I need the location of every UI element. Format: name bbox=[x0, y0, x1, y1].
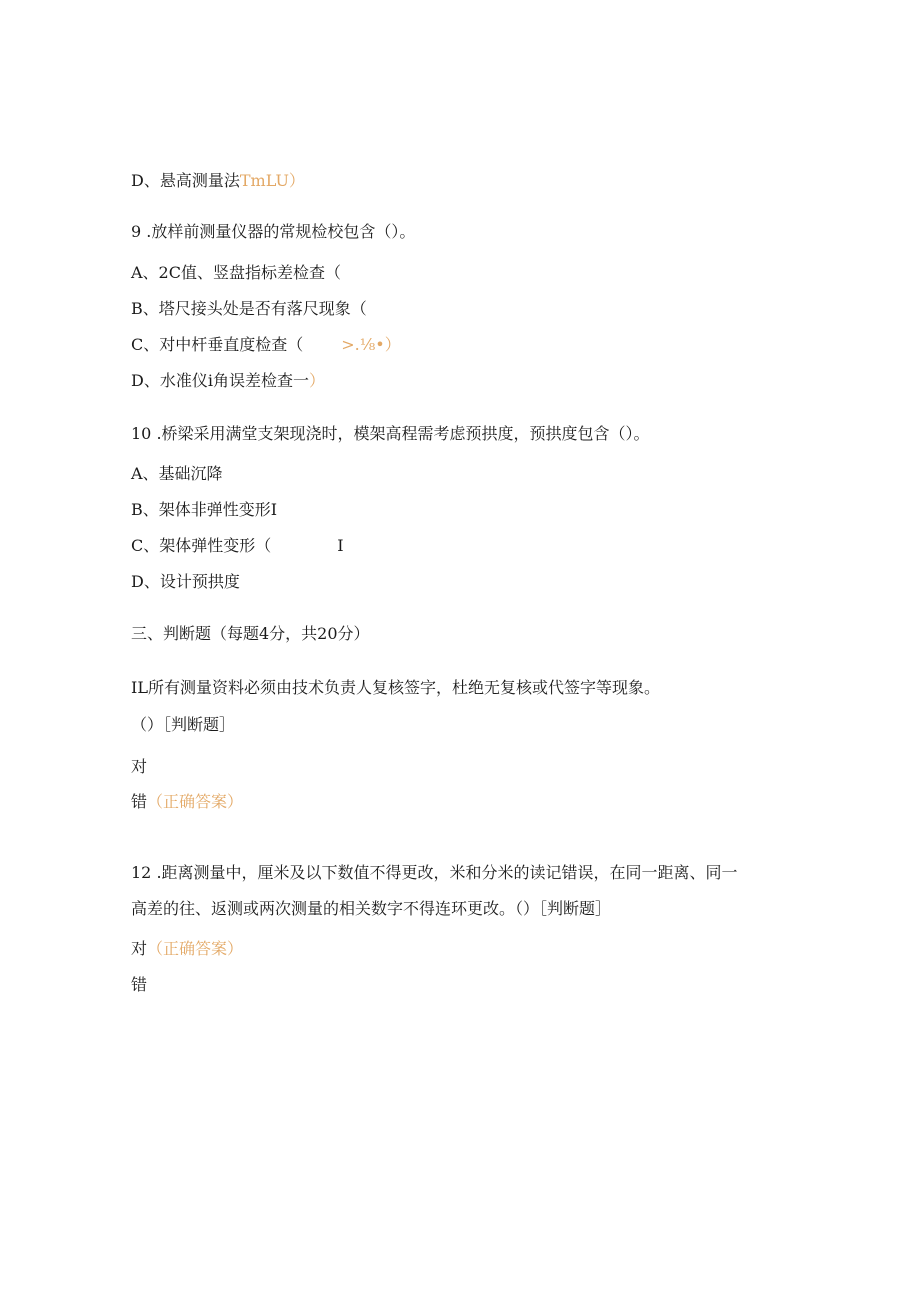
q10-option-d[interactable]: D、设计预拱度 bbox=[131, 572, 240, 591]
q9-option-d-marker: ） bbox=[308, 371, 325, 390]
q11-option-true[interactable]: 对 bbox=[131, 757, 148, 776]
q10-option-a[interactable]: A、基础沉降 bbox=[131, 464, 223, 483]
q10-stem: 10 .桥梁采用满堂支架现浇时，模架高程需考虑预拱度，预拱度包含（）。 bbox=[131, 424, 650, 443]
q12-stem-line1: 12 .距离测量中，厘米及以下数值不得更改，米和分米的读记错误，在同一距离、同一 bbox=[131, 863, 738, 882]
q9-option-d[interactable] bbox=[131, 370, 325, 392]
q9-option-b[interactable]: B、塔尺接头处是否有落尺现象（ bbox=[131, 299, 367, 318]
q10-option-c-tail: I bbox=[337, 536, 344, 555]
q8-option-d-marker: TmLU） bbox=[239, 171, 305, 190]
q11-correct-answer-marker: （正确答案） bbox=[147, 792, 244, 811]
q9-option-d-text: D、水准仪i角误差检查一 bbox=[131, 371, 309, 390]
q10-option-c-text: C、架体弹性变形（ bbox=[131, 536, 272, 555]
q10-option-b[interactable]: B、架体非弹性变形I bbox=[131, 500, 278, 519]
q12-option-true[interactable] bbox=[131, 938, 243, 960]
q12-stem-line2: 高差的往、返测或两次测量的相关数字不得连环更改。（）［判断题］ bbox=[131, 899, 612, 918]
q12-option-true-text: 对 bbox=[131, 939, 148, 958]
q11-option-false-text: 错 bbox=[131, 792, 148, 811]
q12-correct-answer-marker: （正确答案） bbox=[147, 939, 244, 958]
q8-option-d-text: D、悬高测量法 bbox=[131, 171, 240, 190]
q11-option-false[interactable] bbox=[131, 791, 243, 813]
section-heading-true-false: 三、判断题（每题4分，共20分） bbox=[131, 624, 370, 643]
q11-stem-line2: （）［判断题］ bbox=[131, 715, 236, 734]
q8-option-d[interactable] bbox=[131, 170, 305, 192]
q9-option-c-text: C、对中杆垂直度检查（ bbox=[131, 335, 304, 354]
q9-option-c[interactable] bbox=[131, 334, 401, 356]
q11-stem-line1: IL所有测量资料必须由技术负责人复核签字，杜绝无复核或代签字等现象。 bbox=[131, 678, 660, 697]
q9-stem: 9 .放样前测量仪器的常规检校包含（）。 bbox=[131, 222, 416, 241]
q10-option-c[interactable] bbox=[131, 535, 344, 557]
q9-option-c-marker: >.⅛•） bbox=[341, 335, 401, 354]
q12-option-false[interactable]: 错 bbox=[131, 975, 148, 994]
q9-option-a[interactable]: A、2C值、竖盘指标差检查（ bbox=[131, 263, 341, 282]
